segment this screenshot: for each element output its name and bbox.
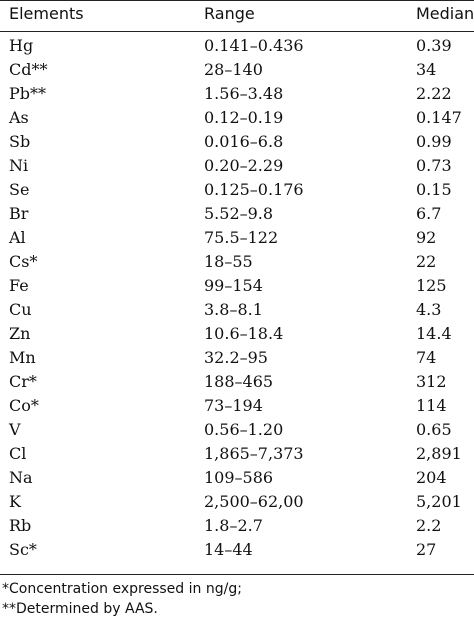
median-cell: 2,891	[416, 444, 462, 463]
median-cell: 0.15	[416, 180, 452, 199]
table-row	[0, 346, 474, 370]
element-cell: Na	[9, 468, 33, 487]
range-cell: 0.016–6.8	[204, 132, 284, 151]
table-row	[0, 418, 474, 442]
median-cell: 5,201	[416, 492, 462, 511]
table-row	[0, 106, 474, 130]
element-cell: Cr*	[9, 372, 37, 391]
table-row	[0, 130, 474, 154]
range-cell: 28–140	[204, 60, 263, 79]
table-row	[0, 466, 474, 490]
median-cell: 92	[416, 228, 437, 247]
range-cell: 18–55	[204, 252, 253, 271]
element-cell: Se	[9, 180, 30, 199]
table-row	[0, 58, 474, 82]
table-row	[0, 226, 474, 250]
table-row	[0, 250, 474, 274]
range-cell: 99–154	[204, 276, 263, 295]
median-cell: 74	[416, 348, 437, 367]
median-cell: 4.3	[416, 300, 442, 319]
median-cell: 6.7	[416, 204, 442, 223]
footnote: **Determined by AAS.	[2, 601, 158, 617]
range-cell: 0.20–2.29	[204, 156, 284, 175]
table-row	[0, 394, 474, 418]
element-cell: Co*	[9, 396, 39, 415]
range-cell: 1.56–3.48	[204, 84, 284, 103]
range-cell: 2,500–62,00	[204, 492, 304, 511]
range-cell: 1,865–7,373	[204, 444, 304, 463]
range-cell: 5.52–9.8	[204, 204, 274, 223]
range-cell: 0.125–0.176	[204, 180, 304, 199]
element-cell: Mn	[9, 348, 36, 367]
element-cell: Sb	[9, 132, 31, 151]
table-row	[0, 154, 474, 178]
table-row	[0, 514, 474, 538]
table-row	[0, 490, 474, 514]
table-row	[0, 178, 474, 202]
element-cell: Cl	[9, 444, 27, 463]
range-cell: 10.6–18.4	[204, 324, 284, 343]
range-cell: 188–465	[204, 372, 274, 391]
median-cell: 27	[416, 540, 437, 559]
table-row	[0, 442, 474, 466]
element-cell: Fe	[9, 276, 29, 295]
median-cell: 0.65	[416, 420, 452, 439]
range-cell: 0.141–0.436	[204, 36, 304, 55]
median-cell: 312	[416, 372, 447, 391]
range-cell: 75.5–122	[204, 228, 279, 247]
footnote: *Concentration expressed in ng/g;	[2, 581, 242, 597]
range-cell: 0.56–1.20	[204, 420, 284, 439]
element-cell: K	[9, 492, 21, 511]
table-body	[0, 34, 474, 562]
median-cell: 0.73	[416, 156, 452, 175]
median-cell: 204	[416, 468, 447, 487]
header-elements: Elements	[9, 4, 84, 23]
median-cell: 0.39	[416, 36, 452, 55]
table-row	[0, 34, 474, 58]
element-cell: V	[9, 420, 21, 439]
element-cell: Sc*	[9, 540, 37, 559]
median-cell: 2.2	[416, 516, 442, 535]
range-cell: 73–194	[204, 396, 263, 415]
range-cell: 109–586	[204, 468, 274, 487]
median-cell: 125	[416, 276, 447, 295]
header-median: Median	[416, 4, 474, 23]
element-cell: Cu	[9, 300, 32, 319]
element-cell: Al	[9, 228, 26, 247]
range-cell: 14–44	[204, 540, 253, 559]
element-cell: Hg	[9, 36, 34, 55]
element-cell: Rb	[9, 516, 32, 535]
range-cell: 3.8–8.1	[204, 300, 263, 319]
element-cell: Cd**	[9, 60, 48, 79]
range-cell: 0.12–0.19	[204, 108, 284, 127]
median-cell: 34	[416, 60, 437, 79]
table-row	[0, 370, 474, 394]
table-row	[0, 202, 474, 226]
table-row	[0, 82, 474, 106]
median-cell: 0.147	[416, 108, 462, 127]
median-cell: 22	[416, 252, 437, 271]
median-cell: 0.99	[416, 132, 452, 151]
range-cell: 32.2–95	[204, 348, 268, 367]
table-header-rule	[0, 31, 474, 32]
table-header-row	[0, 0, 474, 31]
median-cell: 14.4	[416, 324, 452, 343]
table-bottom-rule	[0, 574, 474, 575]
element-cell: Zn	[9, 324, 31, 343]
element-cell: Ni	[9, 156, 29, 175]
element-cell: As	[9, 108, 29, 127]
header-range: Range	[204, 4, 255, 23]
table-row	[0, 298, 474, 322]
element-cell: Cs*	[9, 252, 38, 271]
element-cell: Pb**	[9, 84, 47, 103]
table-row	[0, 322, 474, 346]
median-cell: 114	[416, 396, 447, 415]
element-cell: Br	[9, 204, 29, 223]
range-cell: 1.8–2.7	[204, 516, 263, 535]
table-row	[0, 274, 474, 298]
median-cell: 2.22	[416, 84, 452, 103]
table-footnotes	[2, 579, 242, 619]
table-row	[0, 538, 474, 562]
